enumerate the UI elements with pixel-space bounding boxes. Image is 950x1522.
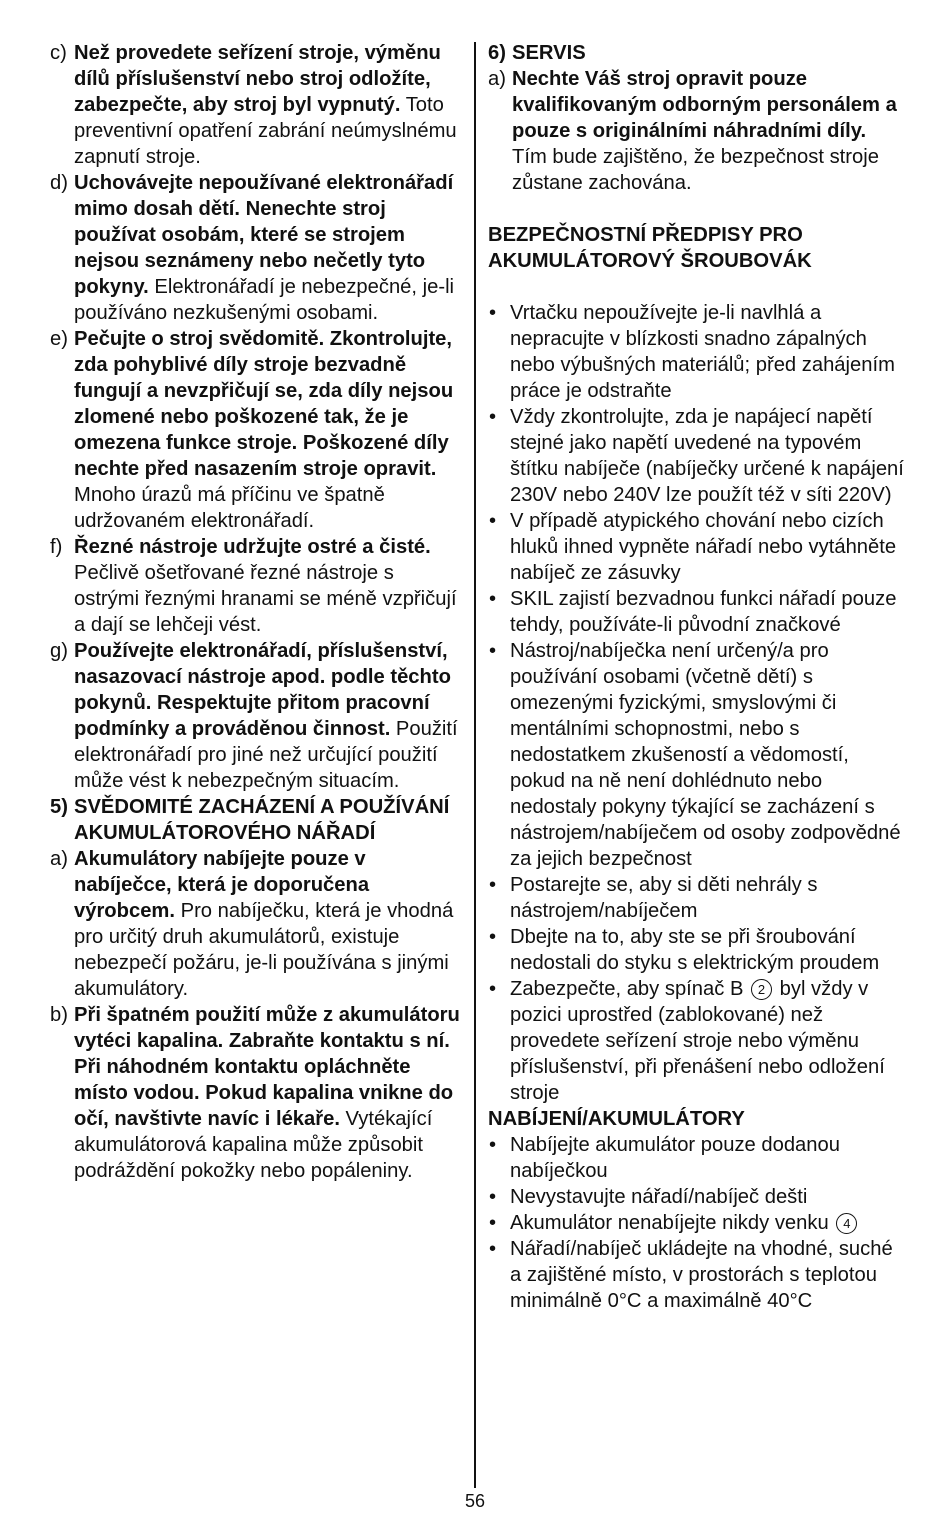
item-marker: c) [50,42,67,64]
item-g [50,638,462,794]
item-normal-text: Mnoho úrazů má příčinu ve špatně udržovaném elektronářadí. [74,484,385,532]
bullet-dot: • [489,1186,497,1208]
bullet-text-after: byl vždy v pozici uprostřed (zablokované) než provedete seřízení stroje nebo výměnu příslušenství, při přenášení nebo odložení stroje [510,978,885,1104]
item-marker: d) [50,172,68,194]
item-normal-text: Tím bude zajištěno, že bezpečnost stroje zůstane zachována. [512,146,879,194]
section-marker: 5) [50,796,68,818]
item-normal-text: Vytékající akumulátorová kapalina může způsobit podráždění pokožky nebo popáleniny. [74,1108,433,1182]
item-6a [488,66,906,196]
column-divider [474,42,476,1488]
bullet-text: Nářadí/nabíječ ukládejte na vhodné, suché a zajištěné místo, v prostorách s teplotou minimálně 0°C a maximálně 40°C [510,1238,893,1312]
bullet-text: Postarejte se, aby si děti nehrály s nástrojem/nabíječem [510,874,818,922]
item-normal-text: Elektronářadí je nebezpečné, je-li používáno nezkušenými osobami. [74,276,455,324]
section-marker: 6) [488,42,506,64]
item-5b [50,1002,462,1184]
bullet-item [488,872,906,924]
bullet-item-outdoor [488,1210,906,1236]
item-bold-text: Akumulátory nabíjejte pouze v nabíječce, která je doporučena výrobcem. [74,848,370,922]
figure-ref-2-badge: 2 [751,979,772,1000]
bullet-text: Vždy zkontrolujte, zda je napájecí napětí stejné jako napětí uvedené na typovém štítku nabíječe (nabíječky určené k napájení 230V nebo 240V lze použít též v síti 220V) [510,406,904,506]
item-text [74,1002,462,1184]
bullet-text [510,1210,906,1236]
item-bold-text: Řezné nástroje udržujte ostré a čisté. [74,536,431,558]
bullet-dot: • [489,1238,497,1260]
item-marker: b) [50,1004,68,1026]
bullet-dot: • [489,1134,497,1156]
bullet-item [488,1132,906,1184]
bullet-text: Dbejte na to, aby ste se při šroubování nedostali do styku s elektrickým proudem [510,926,880,974]
bullet-dot: • [489,978,497,1000]
item-5a [50,846,462,1002]
bullet-item [488,1236,906,1314]
item-e [50,326,462,534]
section-6-heading [488,40,906,66]
item-bold-text-2: Při náhodném kontaktu opláchněte místo vodou. Pokud kapalina vnikne do očí, navštivte navíc i lékaře. [74,1056,454,1130]
bullet-dot: • [489,302,497,324]
bullet-dot: • [489,406,497,428]
item-marker: f) [50,536,63,558]
item-marker: a) [50,848,68,870]
item-text [74,40,462,170]
bullet-dot: • [489,1212,497,1234]
item-normal-text: Použití elektronářadí pro jiné než určující použití může vést k nebezpečným situacím. [74,718,458,792]
figure-ref-4-badge: 4 [836,1213,857,1234]
bullet-item [488,586,906,638]
bullet-item [488,924,906,976]
bullet-item [488,638,906,872]
item-text [74,534,462,638]
item-text [74,326,462,534]
bullet-dot: • [489,874,497,896]
spacer [488,196,906,222]
item-bold-text: Uchovávejte nepoužívané elektronářadí mimo dosah dětí. Nenechte stroj používat osobám, které se strojem nejsou seznámeny nebo nečetly tyto pokyny. [74,172,454,298]
bullet-text-before: Akumulátor nenabíjejte nikdy venku [510,1212,835,1234]
item-d [50,170,462,326]
item-bold-text: Při špatném použití může z akumulátoru vytéci kapalina. Zabraňte kontaktu s ní. [74,1004,460,1052]
item-f [50,534,462,638]
item-normal-text: Pečlivě ošetřované řezné nástroje s ostrými řeznými hranami se méně vzpřičují a dají se lehčeji vést. [74,562,457,636]
bullet-text [510,976,906,1106]
bullet-dot: • [489,588,497,610]
item-marker: e) [50,328,68,350]
item-marker: g) [50,640,68,662]
item-c [50,40,462,170]
item-bold-text: Používejte elektronářadí, příslušenství, nasazovací nástroje apod. podle těchto pokynů. Respektujte přitom pracovní podmínky a prováděnou činnost. [74,640,451,740]
section-title: SVĚDOMITÉ ZACHÁZENÍ A POUŽÍVÁNÍ AKUMULÁTOROVÉHO NÁŘADÍ [74,796,450,844]
charging-heading: NABÍJENÍ/AKUMULÁTORY [488,1108,745,1130]
bullet-item [488,508,906,586]
bullet-item [488,300,906,404]
bullet-text: Nabíjejte akumulátor pouze dodanou nabíječkou [510,1134,840,1182]
item-bold-text: Nechte Váš stroj opravit pouze kvalifikovaným odborným personálem a pouze s originálními náhradními díly. [512,68,897,142]
item-text [512,66,906,196]
bullet-item [488,1184,906,1210]
bullet-text: SKIL zajistí bezvadnou funkci nářadí pouze tehdy, používáte-li původní značkové [510,588,897,636]
item-text [74,638,462,794]
bullet-dot: • [489,510,497,532]
bullet-item-switch [488,976,906,1106]
item-bold-text: Než provedete seřízení stroje, výměnu dílů příslušenství nebo stroj odložíte, zabezpečte, aby stroj byl vypnutý. [74,42,441,116]
bullet-text: Nástroj/nabíječka není určený/a pro používání osobami (včetně dětí) s omezenými fyzickými, smyslovými či mentálními schopnostmi, nebo s nedostatkem zkušeností a vědomostí, pokud na ně není dohlédnuto nebo nedostaly pokyny týkající se zacházení s nástrojem/nabíječem od osoby zodpovědné za jejich bezpečnost [510,640,901,870]
item-normal-text: Pro nabíječku, která je vhodná pro určitý druh akumulátorů, existuje nebezpečí požáru, je-li používána s jinými akumulátory. [74,900,454,1000]
section-title: SERVIS [512,42,586,64]
item-text [74,846,462,1002]
page-number: 56 [464,1491,486,1511]
bullet-text: Nevystavujte nářadí/nabíječ dešti [510,1186,808,1208]
bullet-text-before: Zabezpečte, aby spínač B [510,978,750,1000]
bullet-dot: • [489,640,497,662]
bullet-text: V případě atypického chování nebo cizích hluků ihned vypněte nářadí nebo vytáhněte nabíječ ze zásuvky [510,510,897,584]
item-marker: a) [488,68,506,90]
item-normal-text: Toto preventivní opatření zabrání neúmyslnému zapnutí stroje. [74,94,457,168]
bullet-text: Vrtačku nepoužívejte je-li navlhlá a nepracujte v blízkosti snadno zápalných nebo výbušných materiálů; před zahájením práce je odstraňte [510,302,895,402]
bullet-dot: • [489,926,497,948]
safety-heading: BEZPEČNOSTNÍ PŘEDPISY PRO AKUMULÁTOROVÝ ŠROUBOVÁK [488,224,812,272]
item-text [74,170,462,326]
item-bold-text: Pečujte o stroj svědomitě. Zkontrolujte, zda pohyblivé díly stroje bezvadně fungují a nevzpřičují se, zda díly nejsou zlomené nebo poškozené tak, že je omezena funkce stroje. Poškozené díly nechte před nasazením stroje opravit. [74,328,454,480]
section-5-heading [50,794,462,846]
right-column [488,40,906,1314]
spacer [488,274,906,300]
bullet-item [488,404,906,508]
left-column [50,40,462,1184]
